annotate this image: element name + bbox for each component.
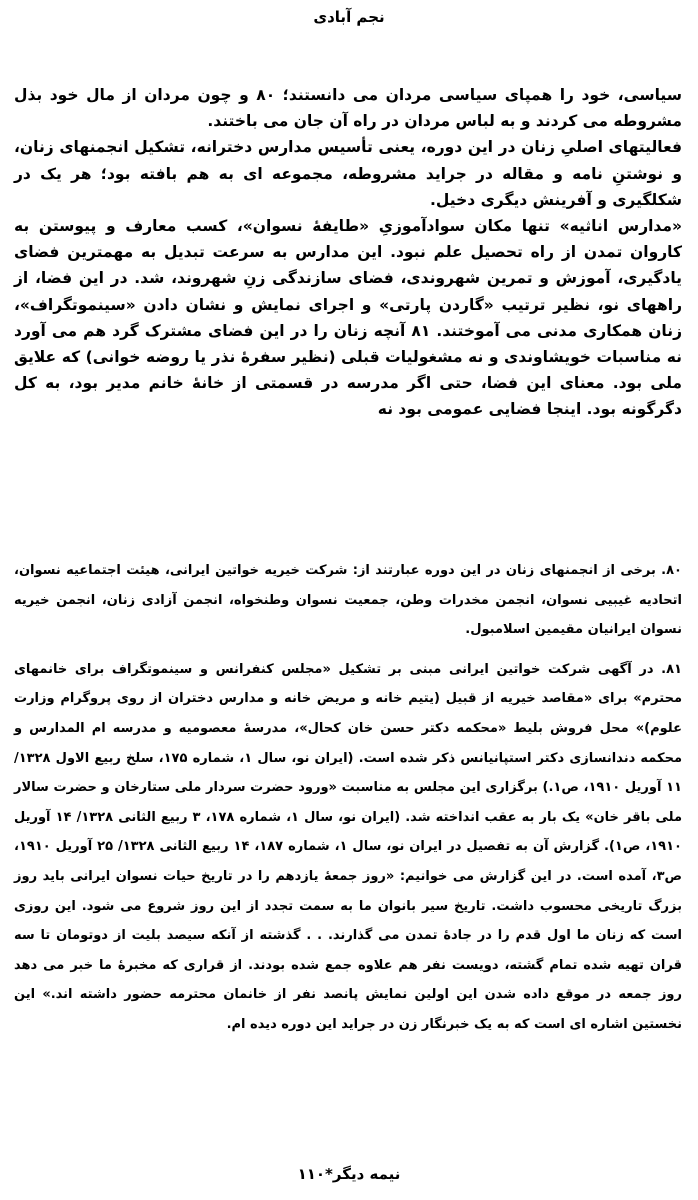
body-paragraph: فعالیتهای اصلیِ زنان در این دوره، یعنی تأسیس مدارس دخترانه، تشکیل انجمنهای زنان، و نوشتنِ نامه و مقاله در جراید مشروطه، مجموعه ای به هم بافته بود؛ هر یک در شکلگیری و آفرینش دیگری دخیل. [14,138,682,209]
footnote-81: ۸۱. در آگهی شرکت خواتین ایرانی مبنی بر تشکیل «مجلس کنفرانس و سینموتگراف برای خانمهای محترم» برای «مقاصد خیریه از قبیل (یتیم خانه و مریض خانه و مدارس دختران از روی پروگرام وزارت علوم)» محل فروش بلیط «محکمه دکتر حسن خان کحال»، مدرسهٔ معصومیه و مدرسه ام المدارس و محکمه دندانسازی دکتر استپانیانس ذکر شده است. (ایران نو، سال ۱، شماره ۱۷۵، سلخ ربیع الاول ۱۳۲۸/ ۱۱ آوریل ۱۹۱۰، ص۱.) برگزاری این مجلس به مناسبت «ورود حضرت سردار ملی ستارخان و حضرت سالار ملی باقر خان» یک بار به عقب انداخته شد. (ایران نو، سال ۱، شماره ۱۷۸، ۳ ربیع الثانی ۱۳۲۸/ ۱۴ آوریل ۱۹۱۰، ص۱). گزارش آن به تفصیل در ایران نو، سال ۱، شماره ۱۸۷، ۱۴ ربیع الثانی ۱۳۲۸/ ۲۵ آوریل ۱۹۱۰، ص۳، آمده است. در این گزارش می خوانیم: «روز جمعهٔ یازدهم را در تاریخ حیات نسوان ایرانی باید روز بزرگ تاریخی محسوب داشت. تاریخ سیر بانوان ما به سمت تجدد از این روز شروع می شود. این روزی است که زنان ما اول قدم را در جادهٔ تمدن می گذارند. . . گذشته از آنکه سیصد بلیت از دوتومان تا سه قران تهیه شده تمام گشته، دویست نفر هم علاوه جمع شده بودند. از قراری که مخبرهٔ ما خبر می دهد روز جمعه در موقع داده شدن این اولین نمایش پانصد نفر از خانمان محترمه حضور داشته اند.» این نخستین اشاره ای است که به یک خبرنگار زن در جراید این دوره دیده ام. [14,661,683,1032]
main-body-text [14,82,682,423]
footnote-80: ۸۰. برخی از انجمنهای زنان در این دوره عبارتند از: شرکت خیریه خواتین ایرانی، هیئت اجتماعیه نسوان، اتحادیه غیبیی نسوان، انجمن مخدرات وطن، جمعیت نسوان وطنخواه، انجمن آزادی زنان، انجمن خیریه نسوان ایرانیان مقیمین اسلامبول. [14,563,682,638]
body-paragraph: سیاسی، خود را همپای سیاسی مردان می دانستند؛ ۸۰ و چون مردان از مال خود بذل مشروطه می کردند و به لباس مردان در راه آن جان می باختند. [14,86,683,131]
body-paragraph: «مدارس اناثیه» تنها مکان سوادآموزیِ «طایفهٔ نسوان»، کسب معارف و پیوستن به کاروان تمدن از راه تحصیل علم نبود. این مدارس به سرعت تبدیل به مهمترین فضای یادگیری، آموزش و تمرین شهروندی، فضای سازندگی زنِ شهروند، شد. در این فضا، از راههای نو، نظیر ترتیب «گاردن پارتی» و اجرای نمایش و نشان دادن «سینموتگراف»، زنان همکاری مدنی می آموختند. ۸۱ آنچه زنان را در این فضای مشترک گرد هم می آورد نه مناسبات خویشاوندی و نه مشغولیات قبلی (نظیر سفرهٔ نذر یا روضه خوانی) که علایق ملی بود. معنای این فضا، حتی اگر مدرسه در قسمتی از خانهٔ خانم مدیر بود، به کل دگرگونه بود. اینجا فضایی عمومی بود نه [14,217,682,419]
page-footer: نیمه دیگر*۱۱۰ [297,1165,401,1183]
running-header: نجم آبادی [313,8,385,26]
footnotes-section [14,556,682,1050]
